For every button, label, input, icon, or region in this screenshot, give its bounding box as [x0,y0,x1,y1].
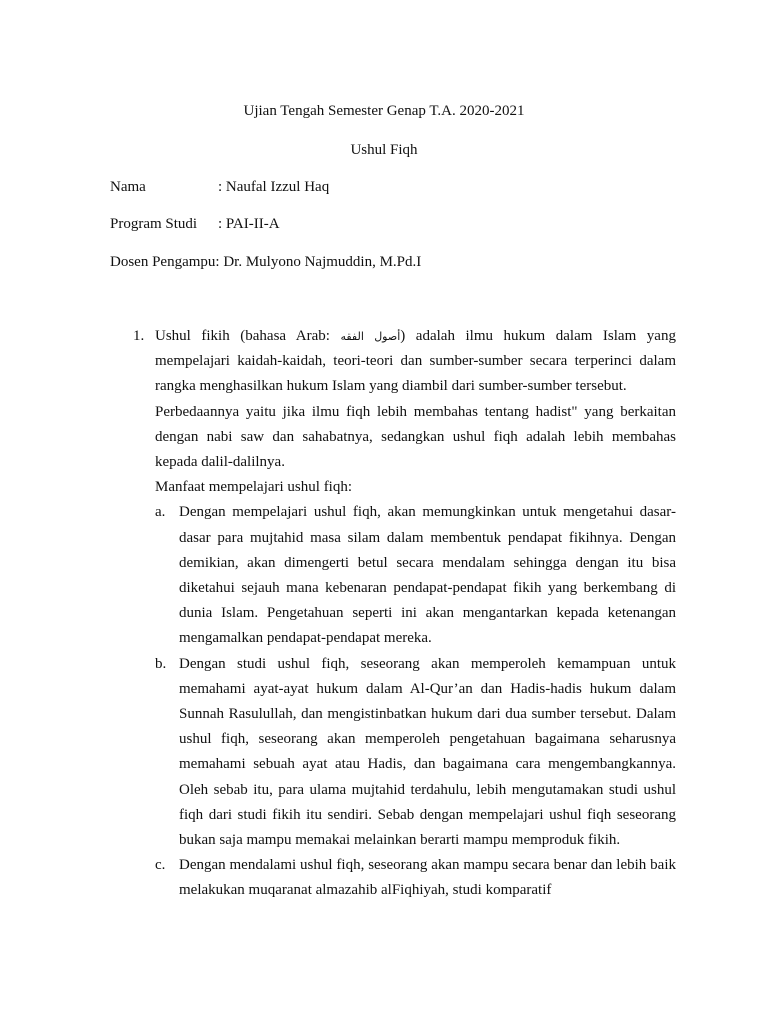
lecturer-value: Dr. Mulyono Najmuddin, M.Pd.I [219,254,422,270]
program-label: Program Studi [110,216,198,232]
benefit-text: Dengan studi ushul fiqh, seseorang akan memperoleh kemampuan untuk memahami ayat-ayat hukum dalam Al-Qur’an dan Hadis-hadis hukum dalam Sunnah Rasulullah, dan mengistinbatkan hukum dari dua sumber tersebut. Dalam ushul fiqh, seseorang akan memperoleh pengetahuan bagaimana seharusnya memahami sebuah ayat atau Hadis, dan bagaimana cara mengembangkannya. Oleh sebab itu, para ulama mujtahid terdahulu, lebih mengutamakan studi ushul fiqh dari studi fikih itu sendiri. Sebab dengan mempelajari ushul fiqh seseorang bukan saja mampu memakai melainkan berarti mampu memproduk fikih. [179,655,676,849]
name-value: : Naufal Izzul Haq [218,179,330,195]
benefit-marker: a. [155,504,166,521]
para1-before: Ushul fikih (bahasa Arab: [155,328,341,344]
info-row-name [110,178,329,196]
benefits-heading: Manfaat mempelajari ushul fiqh: [155,479,353,496]
benefit-item-c [155,853,676,903]
arabic-term: أصول الفقه [340,330,401,343]
benefit-text: Dengan mendalami ushul fiqh, seseorang akan mampu secara benar dan lebih baik melakukan muqaranat almazahib alFiqhiyah, studi komparatif [179,857,676,899]
benefit-item-b [155,652,676,854]
benefit-item-a [155,500,676,651]
benefit-marker: b. [155,655,167,672]
answer-content [133,324,676,904]
answer-paragraph-2: Perbedaannya yaitu jika ilmu fiqh lebih membahas tentang hadist" yang berkaitan dengan nabi saw dan sahabatnya, sedangkan ushul fiqh adalah lebih membahas kepada dalil-dalilnya. [155,403,676,471]
name-label: Nama [110,179,146,195]
benefits-list [155,500,676,903]
program-value: : PAI-II-A [218,216,280,232]
info-row-lecturer [110,253,421,271]
answer-paragraph-1 [155,324,676,400]
benefit-marker: c. [155,857,166,874]
benefit-text: Dengan mempelajari ushul fiqh, akan memungkinkan untuk mengetahui dasar-dasar para mujtahid masa silam dalam membentuk pendapat fikihnya. Dengan demikian, akan dimengerti betul secara mendalam sehingga dengan itu bisa diketahui sejauh mana kebenaran pendapat-pendapat fikih yang berkembang di dunia Islam. Pengetahuan seperti ini akan mengantarkan kepada ketenangan mengamalkan pendapat-pendapat mereka. [179,504,676,647]
subject-title: Ushul Fiqh [350,142,418,158]
para1-after: ) adalah ilmu hukum dalam Islam yang mempelajari kaidah-kaidah, teori-teori dan sumber-sumber secara terperinci dalam rangka menghasilkan hukum Islam yang diambil dari sumber-sumber tersebut. [155,328,676,395]
answer-number: 1. [133,328,145,344]
exam-title: Ujian Tengah Semester Genap T.A. 2020-2021 [243,103,525,119]
answer-item-1 [133,324,676,904]
info-row-program [110,215,280,233]
lecturer-label: Dosen Pengampu: [110,254,220,270]
